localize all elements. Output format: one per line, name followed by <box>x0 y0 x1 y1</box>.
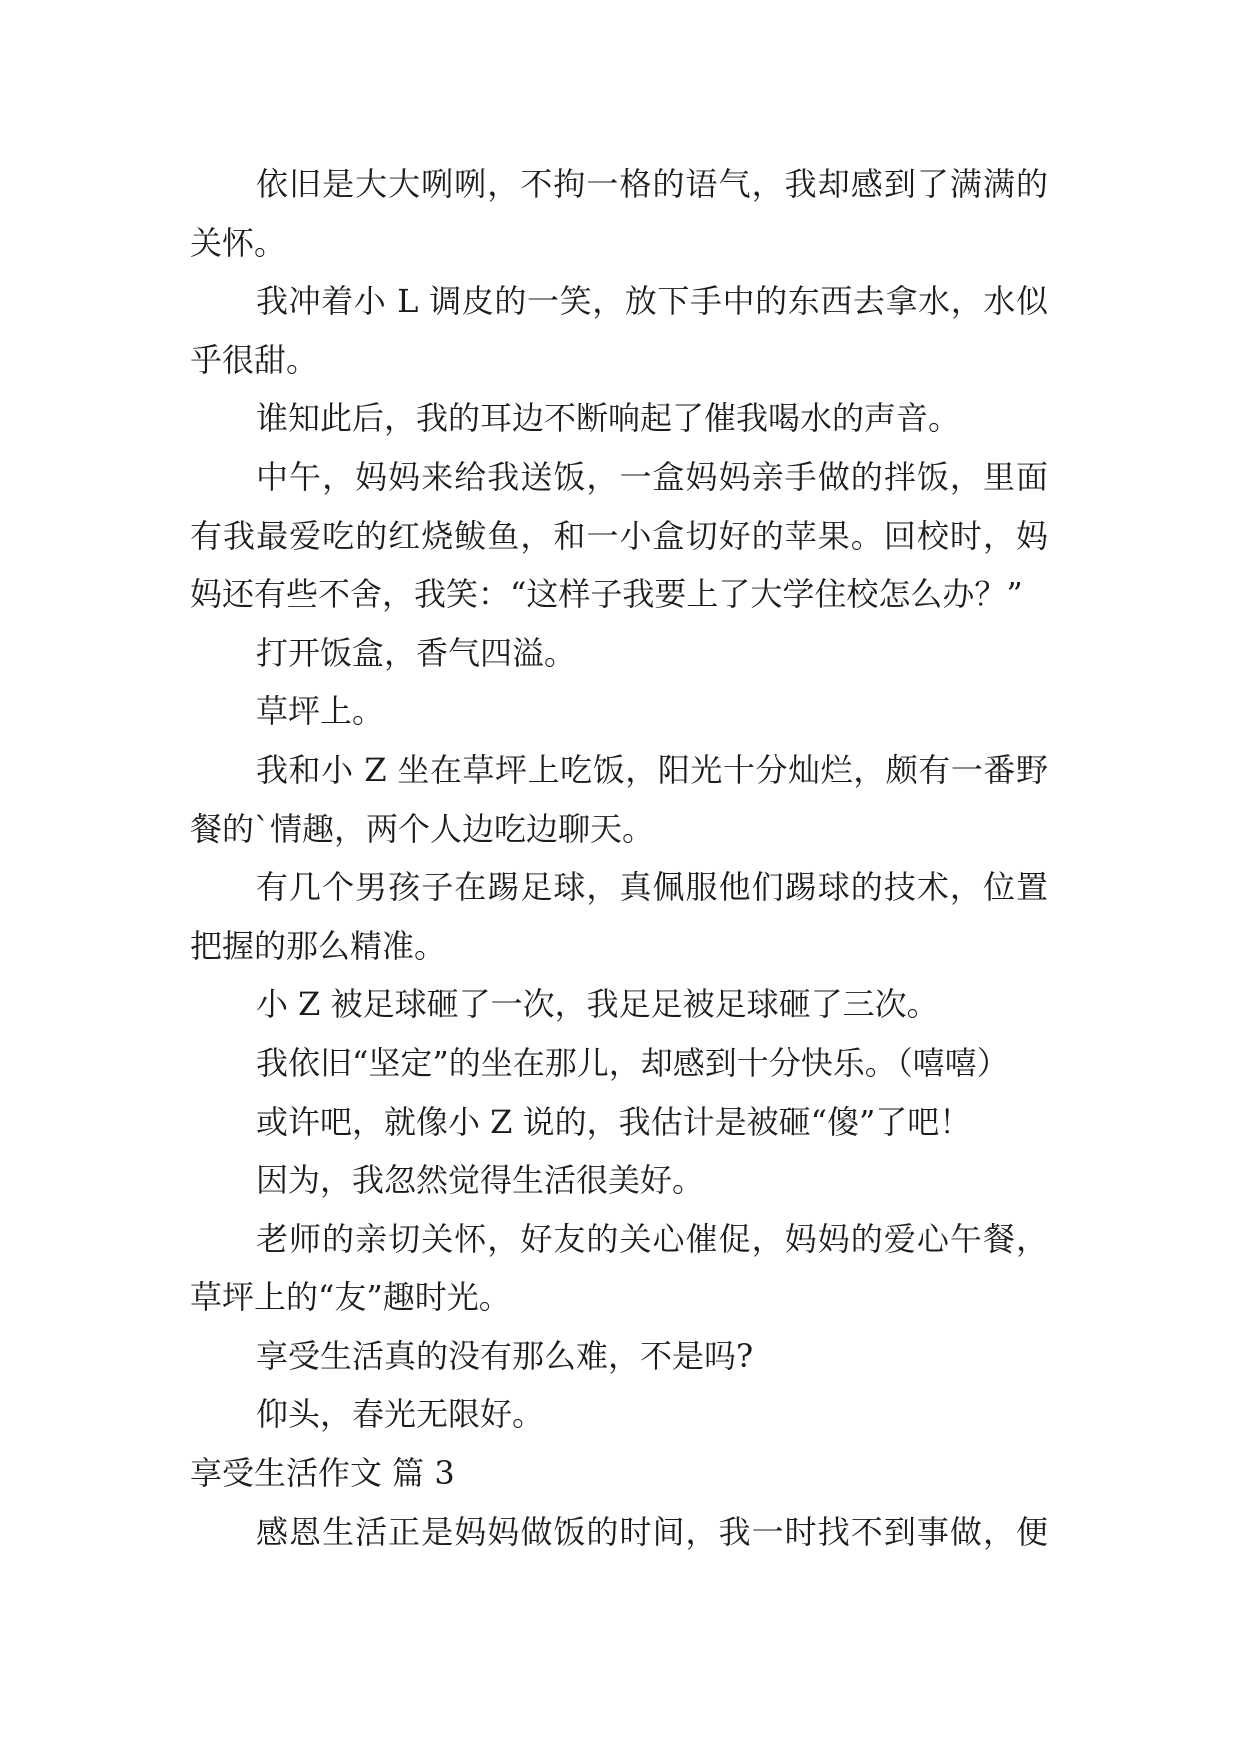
paragraph <box>190 975 1048 1034</box>
paragraph <box>190 1503 1048 1562</box>
section-heading <box>190 1444 1048 1503</box>
paragraph <box>190 1327 1048 1386</box>
text-line: 感恩生活正是妈妈做饭的时间，我一时找不到事做，便 <box>256 1512 1048 1551</box>
text-line: 草坪上。 <box>256 692 385 731</box>
text-line: 把握的那么精准。 <box>190 926 447 965</box>
paragraph <box>190 624 1048 683</box>
text-line: 或许吧，就像小 Z 说的，我估计是被砸“傻”了吧！ <box>256 1102 972 1141</box>
paragraph <box>190 1151 1048 1210</box>
section-heading-text: 享受生活作文 篇 3 <box>190 1454 455 1493</box>
paragraph <box>190 1093 1048 1152</box>
text-line: 小 Z 被足球砸了一次，我足足被足球砸了三次。 <box>256 985 939 1024</box>
text-line: 享受生活真的没有那么难，不是吗? <box>256 1336 754 1375</box>
text-line: 老师的亲切关怀，好友的关心催促，妈妈的爱心午餐， <box>256 1219 1048 1258</box>
paragraph <box>190 155 1048 272</box>
text-line: 餐的`情趣，两个人边吃边聊天。 <box>190 809 655 848</box>
text-line: 谁知此后，我的耳边不断响起了催我喝水的声音。 <box>256 399 961 438</box>
paragraph <box>190 272 1048 389</box>
text-line: 打开饭盒，香气四溢。 <box>256 633 577 672</box>
paragraph <box>190 741 1048 858</box>
paragraph <box>190 682 1048 741</box>
text-line: 关怀。 <box>190 223 287 262</box>
text-line: 我依旧“坚定”的坐在那儿，却感到十分快乐。（嘻嘻） <box>256 1043 1009 1082</box>
text-line: 草坪上的“友”趣时光。 <box>190 1278 511 1317</box>
paragraph <box>190 1210 1048 1327</box>
text-line: 中午，妈妈来给我送饭，一盒妈妈亲手做的拌饭，里面 <box>256 457 1048 496</box>
text-line: 有我最爱吃的红烧鲅鱼，和一小盒切好的苹果。回校时，妈 <box>190 516 1048 555</box>
paragraph <box>190 858 1048 975</box>
document-body <box>190 155 1048 1561</box>
paragraph <box>190 1385 1048 1444</box>
text-line: 仰头，春光无限好。 <box>256 1395 545 1434</box>
text-line: 我冲着小 L 调皮的一笑，放下手中的东西去拿水，水似 <box>256 282 1048 321</box>
text-line: 有几个男孩子在踢足球，真佩服他们踢球的技术，位置 <box>256 868 1048 907</box>
text-line: 因为，我忽然觉得生活很美好。 <box>256 1161 705 1200</box>
paragraph <box>190 448 1048 624</box>
paragraph <box>190 389 1048 448</box>
text-line: 依旧是大大咧咧，不拘一格的语气，我却感到了满满的 <box>256 165 1048 203</box>
text-line: 我和小 Z 坐在草坪上吃饭，阳光十分灿烂，颇有一番野 <box>256 750 1048 789</box>
paragraph <box>190 1034 1048 1093</box>
text-line: 妈还有些不舍，我笑：“这样子我要上了大学住校怎么办？” <box>190 575 1023 614</box>
text-line: 乎很甜。 <box>190 340 319 379</box>
